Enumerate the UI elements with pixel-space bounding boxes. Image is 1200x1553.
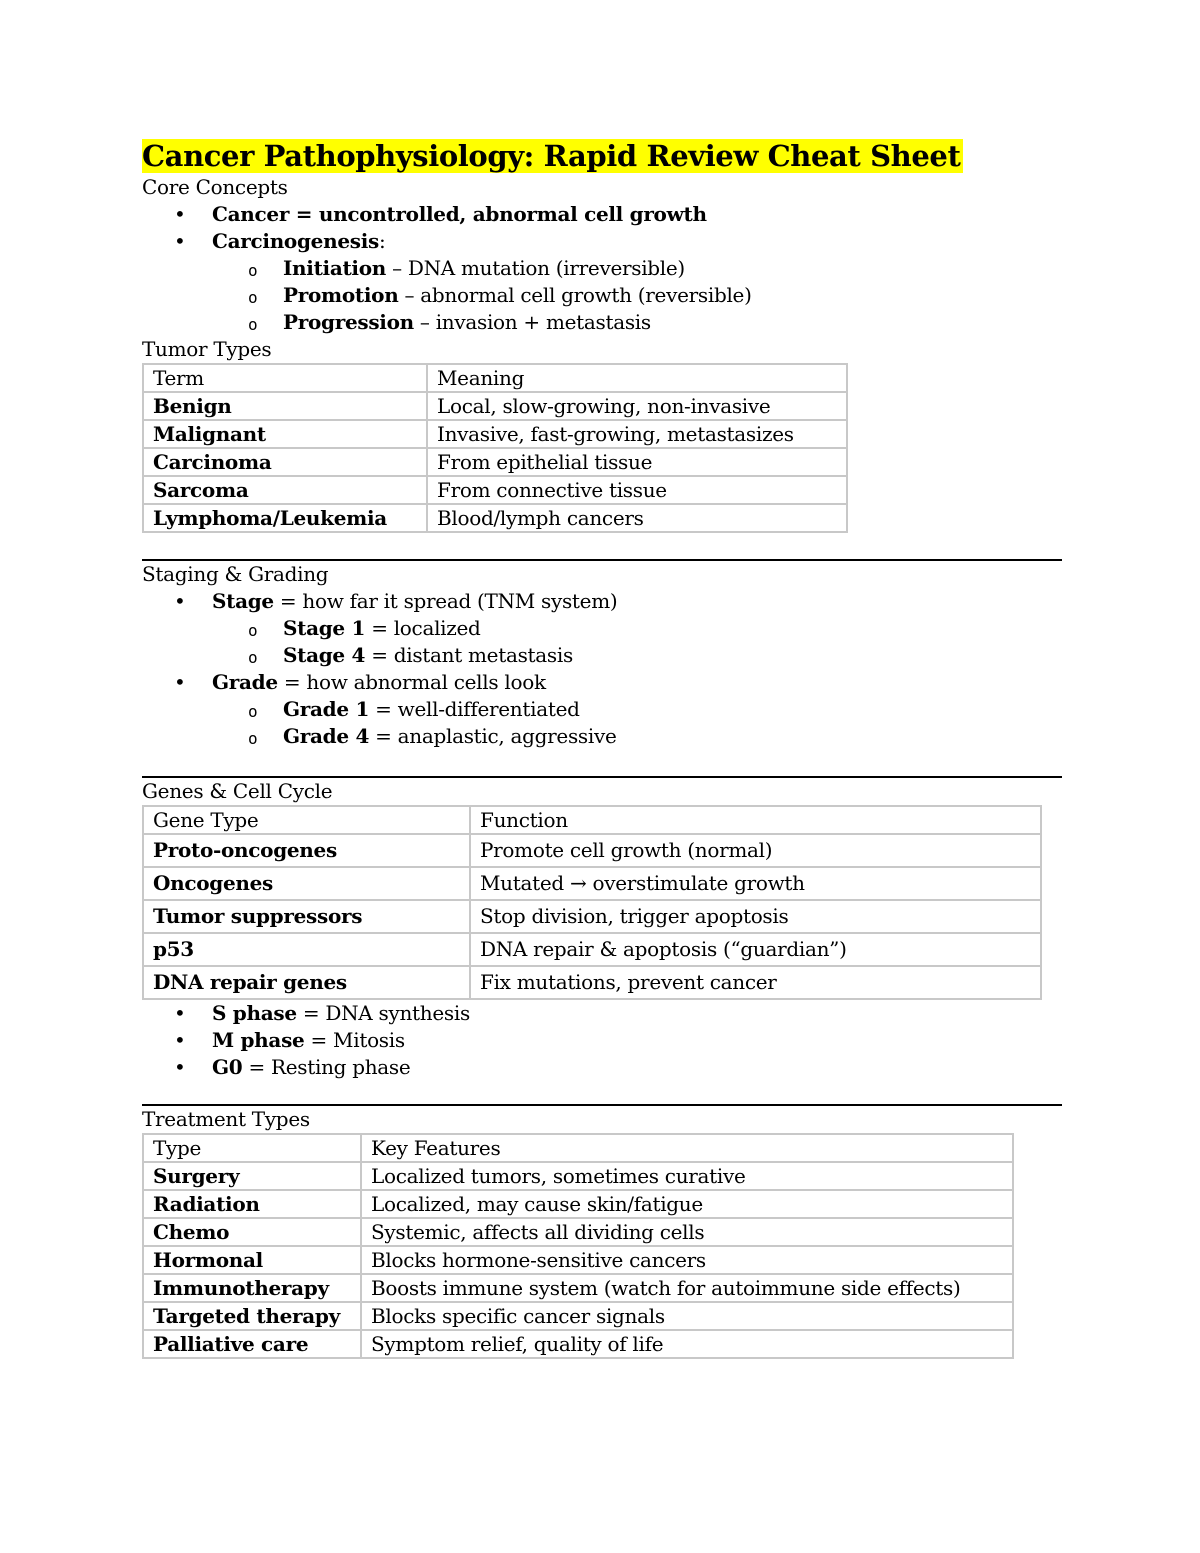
- table-cell: DNA repair & apoptosis (“guardian”): [470, 933, 1041, 966]
- carcinogenesis-stages-list: [212, 255, 1062, 336]
- list-item: [142, 255, 1062, 282]
- desc-grade-1: = well-differentiated: [369, 697, 580, 721]
- term-initiation: Initiation: [283, 256, 387, 280]
- desc-progression: – invasion + metastasis: [413, 310, 651, 334]
- table-cell: Surgery: [143, 1162, 361, 1190]
- table-row: [143, 1246, 1013, 1274]
- list-item: [142, 1027, 1062, 1054]
- list-item: [142, 1000, 1062, 1027]
- treatment-types-table: [142, 1133, 1014, 1359]
- genes-table: [142, 805, 1042, 1000]
- desc-grade-4: = anaplastic, aggressive: [369, 724, 617, 748]
- desc-g0: = Resting phase: [242, 1055, 411, 1079]
- table-row: [143, 1274, 1013, 1302]
- term-carcinogenesis: Carcinogenesis: [212, 229, 379, 253]
- term-grade-4: Grade 4: [283, 724, 370, 748]
- term-m-phase: M phase: [212, 1028, 305, 1052]
- core-concepts-list: [142, 201, 1062, 336]
- list-item: [142, 696, 1062, 723]
- list-item: [142, 309, 1062, 336]
- table-cell: Fix mutations, prevent cancer: [470, 966, 1041, 999]
- table-cell: Local, slow-growing, non-invasive: [427, 392, 847, 420]
- table-header-row: [143, 1134, 1013, 1162]
- term-stage-1: Stage 1: [283, 616, 366, 640]
- term-progression: Progression: [283, 310, 414, 334]
- list-item-cancer: [142, 201, 1062, 228]
- table-cell: Palliative care: [143, 1330, 361, 1358]
- table-cell: Targeted therapy: [143, 1302, 361, 1330]
- term-g0: G0: [212, 1055, 243, 1079]
- cell-cycle-phases-list: [142, 1000, 1062, 1081]
- list-item: [142, 1054, 1062, 1081]
- table-row: [143, 504, 847, 532]
- desc-stage-4: = distant metastasis: [365, 643, 573, 667]
- table-cell: Immunotherapy: [143, 1274, 361, 1302]
- table-cell: Chemo: [143, 1218, 361, 1246]
- table-cell: Carcinoma: [143, 448, 427, 476]
- table-row: [143, 933, 1041, 966]
- table-cell: Oncogenes: [143, 867, 470, 900]
- staging-grading-list: [142, 588, 1062, 750]
- term-stage-4: Stage 4: [283, 643, 366, 667]
- term-s-phase: S phase: [212, 1001, 297, 1025]
- table-cell: Lymphoma/Leukemia: [143, 504, 427, 532]
- table-header-cell: Key Features: [361, 1134, 1013, 1162]
- page-title: [142, 138, 1062, 174]
- table-cell: Blocks hormone-sensitive cancers: [361, 1246, 1013, 1274]
- table-cell: Boosts immune system (watch for autoimmune side effects): [361, 1274, 1013, 1302]
- table-header-row: [143, 364, 847, 392]
- table-row: [143, 476, 847, 504]
- table-row: [143, 1218, 1013, 1246]
- desc-stage-1: = localized: [365, 616, 481, 640]
- table-cell: Stop division, trigger apoptosis: [470, 900, 1041, 933]
- carcinogenesis-colon: :: [378, 229, 386, 253]
- table-cell: Tumor suppressors: [143, 900, 470, 933]
- def-stage: = how far it spread (TNM system): [273, 589, 618, 613]
- term-grade-1: Grade 1: [283, 697, 370, 721]
- table-header-cell: Type: [143, 1134, 361, 1162]
- table-row: [143, 1302, 1013, 1330]
- table-cell: From epithelial tissue: [427, 448, 847, 476]
- term-promotion: Promotion: [283, 283, 399, 307]
- list-item-grade: [142, 669, 1062, 750]
- table-cell: Mutated → overstimulate growth: [470, 867, 1041, 900]
- table-cell: Promote cell growth (normal): [470, 834, 1041, 867]
- desc-promotion: – abnormal cell growth (reversible): [398, 283, 752, 307]
- table-cell: Localized tumors, sometimes curative: [361, 1162, 1013, 1190]
- section-heading-staging-grading: Staging & Grading: [142, 562, 329, 586]
- list-item-carcinogenesis: [142, 228, 1062, 336]
- list-item: [142, 723, 1062, 750]
- desc-s-phase: = DNA synthesis: [296, 1001, 470, 1025]
- table-cell: Malignant: [143, 420, 427, 448]
- title-highlight: Cancer Pathophysiology: Rapid Review Cheat Sheet: [142, 139, 963, 173]
- table-row: [143, 1330, 1013, 1358]
- stage-sub-list: [212, 615, 1062, 669]
- table-cell: Blocks specific cancer signals: [361, 1302, 1013, 1330]
- def-cancer: = uncontrolled, abnormal cell growth: [289, 202, 707, 226]
- section-heading-treatment-types: Treatment Types: [142, 1107, 310, 1131]
- def-grade: = how abnormal cells look: [277, 670, 546, 694]
- desc-m-phase: = Mitosis: [304, 1028, 405, 1052]
- table-cell: Radiation: [143, 1190, 361, 1218]
- section-heading-core-concepts: Core Concepts: [142, 175, 288, 199]
- table-header-cell: Gene Type: [143, 806, 470, 834]
- table-cell: Proto-oncogenes: [143, 834, 470, 867]
- tumor-types-table: [142, 363, 848, 533]
- term-grade: Grade: [212, 670, 278, 694]
- grade-sub-list: [212, 696, 1062, 750]
- term-stage: Stage: [212, 589, 274, 613]
- desc-initiation: – DNA mutation (irreversible): [386, 256, 685, 280]
- section-heading-tumor-types: Tumor Types: [142, 337, 272, 361]
- table-header-cell: Function: [470, 806, 1041, 834]
- table-cell: From connective tissue: [427, 476, 847, 504]
- term-cancer: Cancer: [212, 202, 290, 226]
- table-header-row: [143, 806, 1041, 834]
- table-cell: p53: [143, 933, 470, 966]
- list-item-stage: [142, 588, 1062, 669]
- section-heading-genes-cell-cycle: Genes & Cell Cycle: [142, 779, 333, 803]
- table-cell: Invasive, fast-growing, metastasizes: [427, 420, 847, 448]
- table-row: [143, 1190, 1013, 1218]
- table-row: [143, 448, 847, 476]
- table-row: [143, 966, 1041, 999]
- table-cell: Blood/lymph cancers: [427, 504, 847, 532]
- table-header-cell: Term: [143, 364, 427, 392]
- table-cell: Systemic, affects all dividing cells: [361, 1218, 1013, 1246]
- table-cell: Benign: [143, 392, 427, 420]
- list-item: [142, 615, 1062, 642]
- table-row: [143, 1162, 1013, 1190]
- table-row: [143, 867, 1041, 900]
- table-cell: Sarcoma: [143, 476, 427, 504]
- table-cell: Hormonal: [143, 1246, 361, 1274]
- table-cell: DNA repair genes: [143, 966, 470, 999]
- document-page: [142, 138, 1062, 1359]
- table-header-cell: Meaning: [427, 364, 847, 392]
- table-row: [143, 392, 847, 420]
- list-item: [142, 282, 1062, 309]
- table-row: [143, 900, 1041, 933]
- table-row: [143, 420, 847, 448]
- list-item: [142, 642, 1062, 669]
- table-row: [143, 834, 1041, 867]
- table-cell: Localized, may cause skin/fatigue: [361, 1190, 1013, 1218]
- table-cell: Symptom relief, quality of life: [361, 1330, 1013, 1358]
